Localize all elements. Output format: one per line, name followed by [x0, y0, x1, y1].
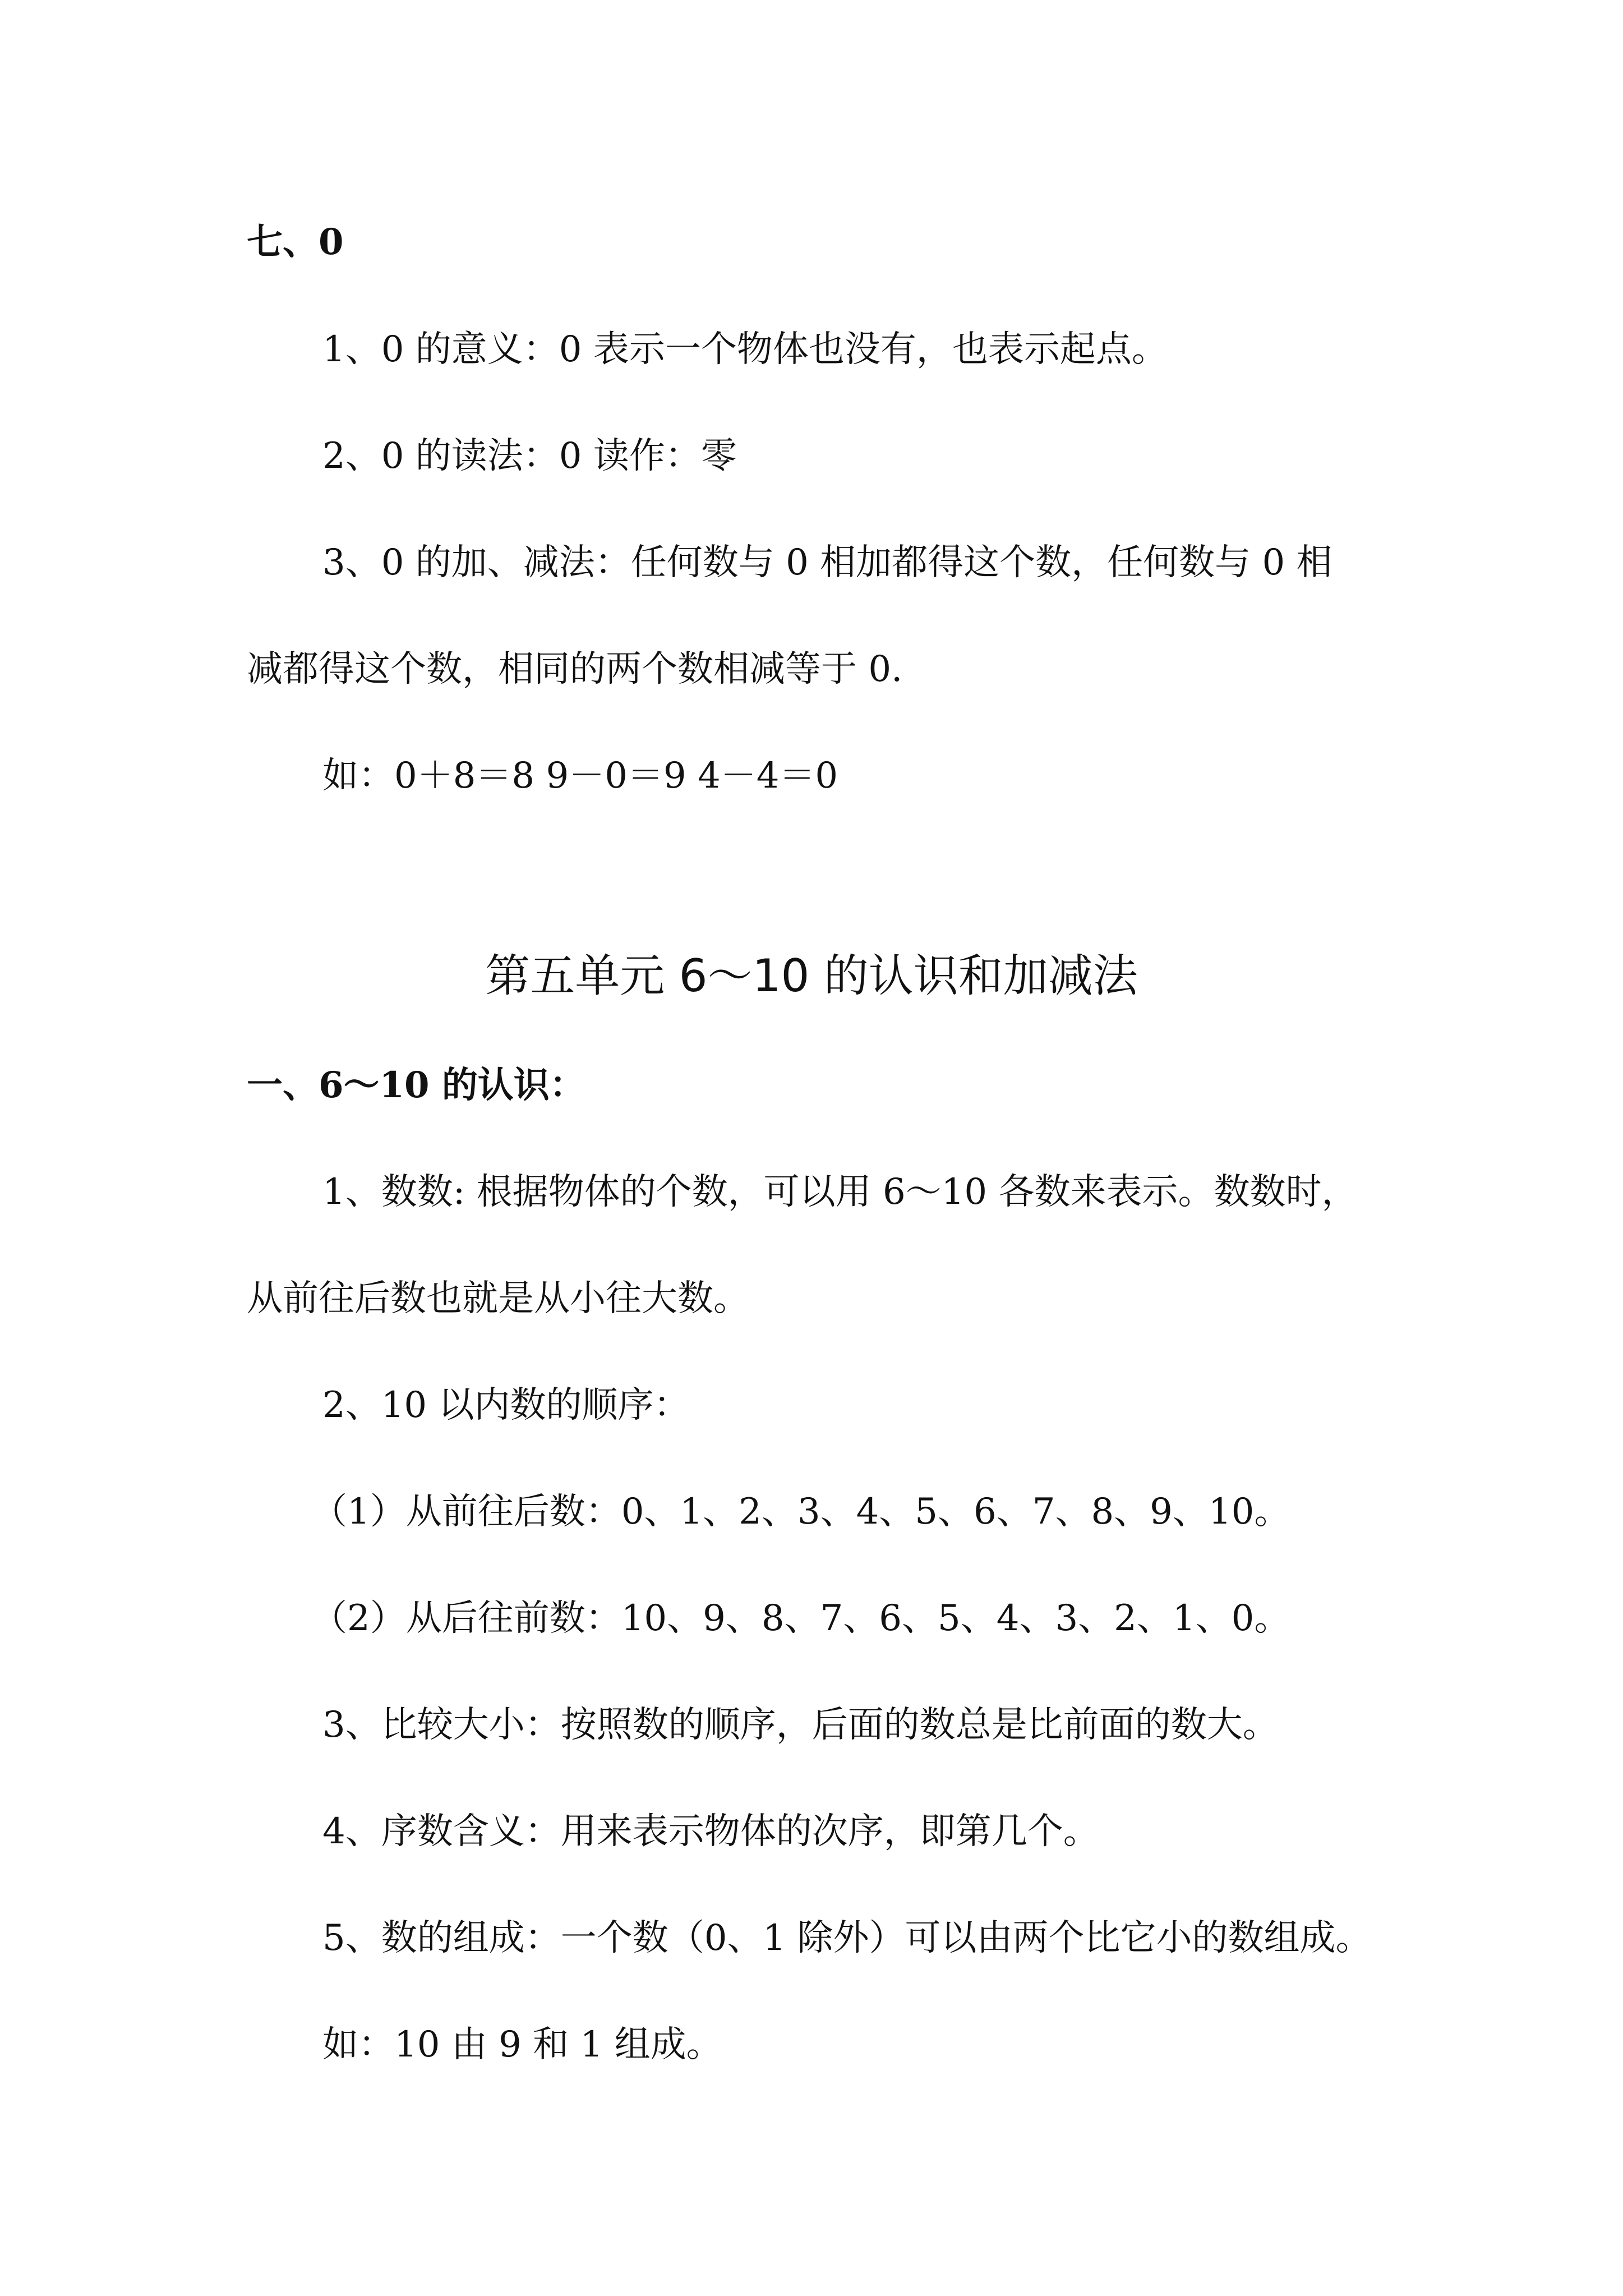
unit-five-item-1-line-1: 1、数数: 根据物体的个数，可以用 6～10 各数来表示。数数时，	[322, 1171, 1358, 1213]
section-seven-item-1: 1、0 的意义：0 表示一个物体也没有，也表示起点。	[322, 329, 1168, 370]
unit-five-section-one-title: 一、6～10 的认识：	[247, 1064, 585, 1106]
unit-five-example: 如：10 由 9 和 1 组成。	[322, 2024, 722, 2065]
unit-five-item-2-sub-2: （2）从后往前数：10、9、8、7、6、5、4、3、2、1、0。	[311, 1598, 1290, 1639]
unit-five-item-3: 3、比较大小：按照数的顺序，后面的数总是比前面的数大。	[322, 1704, 1279, 1746]
section-seven-item-2: 2、0 的读法：0 读作：零	[322, 435, 737, 477]
unit-five-item-4: 4、序数含义：用来表示物体的次序，即第几个。	[322, 1811, 1099, 1852]
unit-five-heading: 第五单元 6～10 的认识和加减法	[485, 950, 1138, 1002]
unit-five-item-1-line-2: 从前往后数也就是从小往大数。	[247, 1278, 749, 1319]
section-seven-item-3-line-1: 3、0 的加、减法：任何数与 0 相加都得这个数，任何数与 0 相	[322, 542, 1332, 583]
unit-five-item-2-sub-1: （1）从前往后数：0、1、2、3、4、5、6、7、8、9、10。	[311, 1491, 1290, 1533]
section-seven-item-3-line-2: 减都得这个数，相同的两个数相减等于 0.	[247, 648, 903, 690]
section-seven-title: 七、0	[247, 221, 344, 263]
unit-five-item-5: 5、数的组成：一个数（0、1 除外）可以由两个比它小的数组成。	[322, 1917, 1372, 1959]
section-seven-example: 如：0＋8＝8 9－0＝9 4－4＝0	[322, 755, 838, 797]
unit-five-item-2: 2、10 以内数的顺序：	[322, 1384, 690, 1426]
